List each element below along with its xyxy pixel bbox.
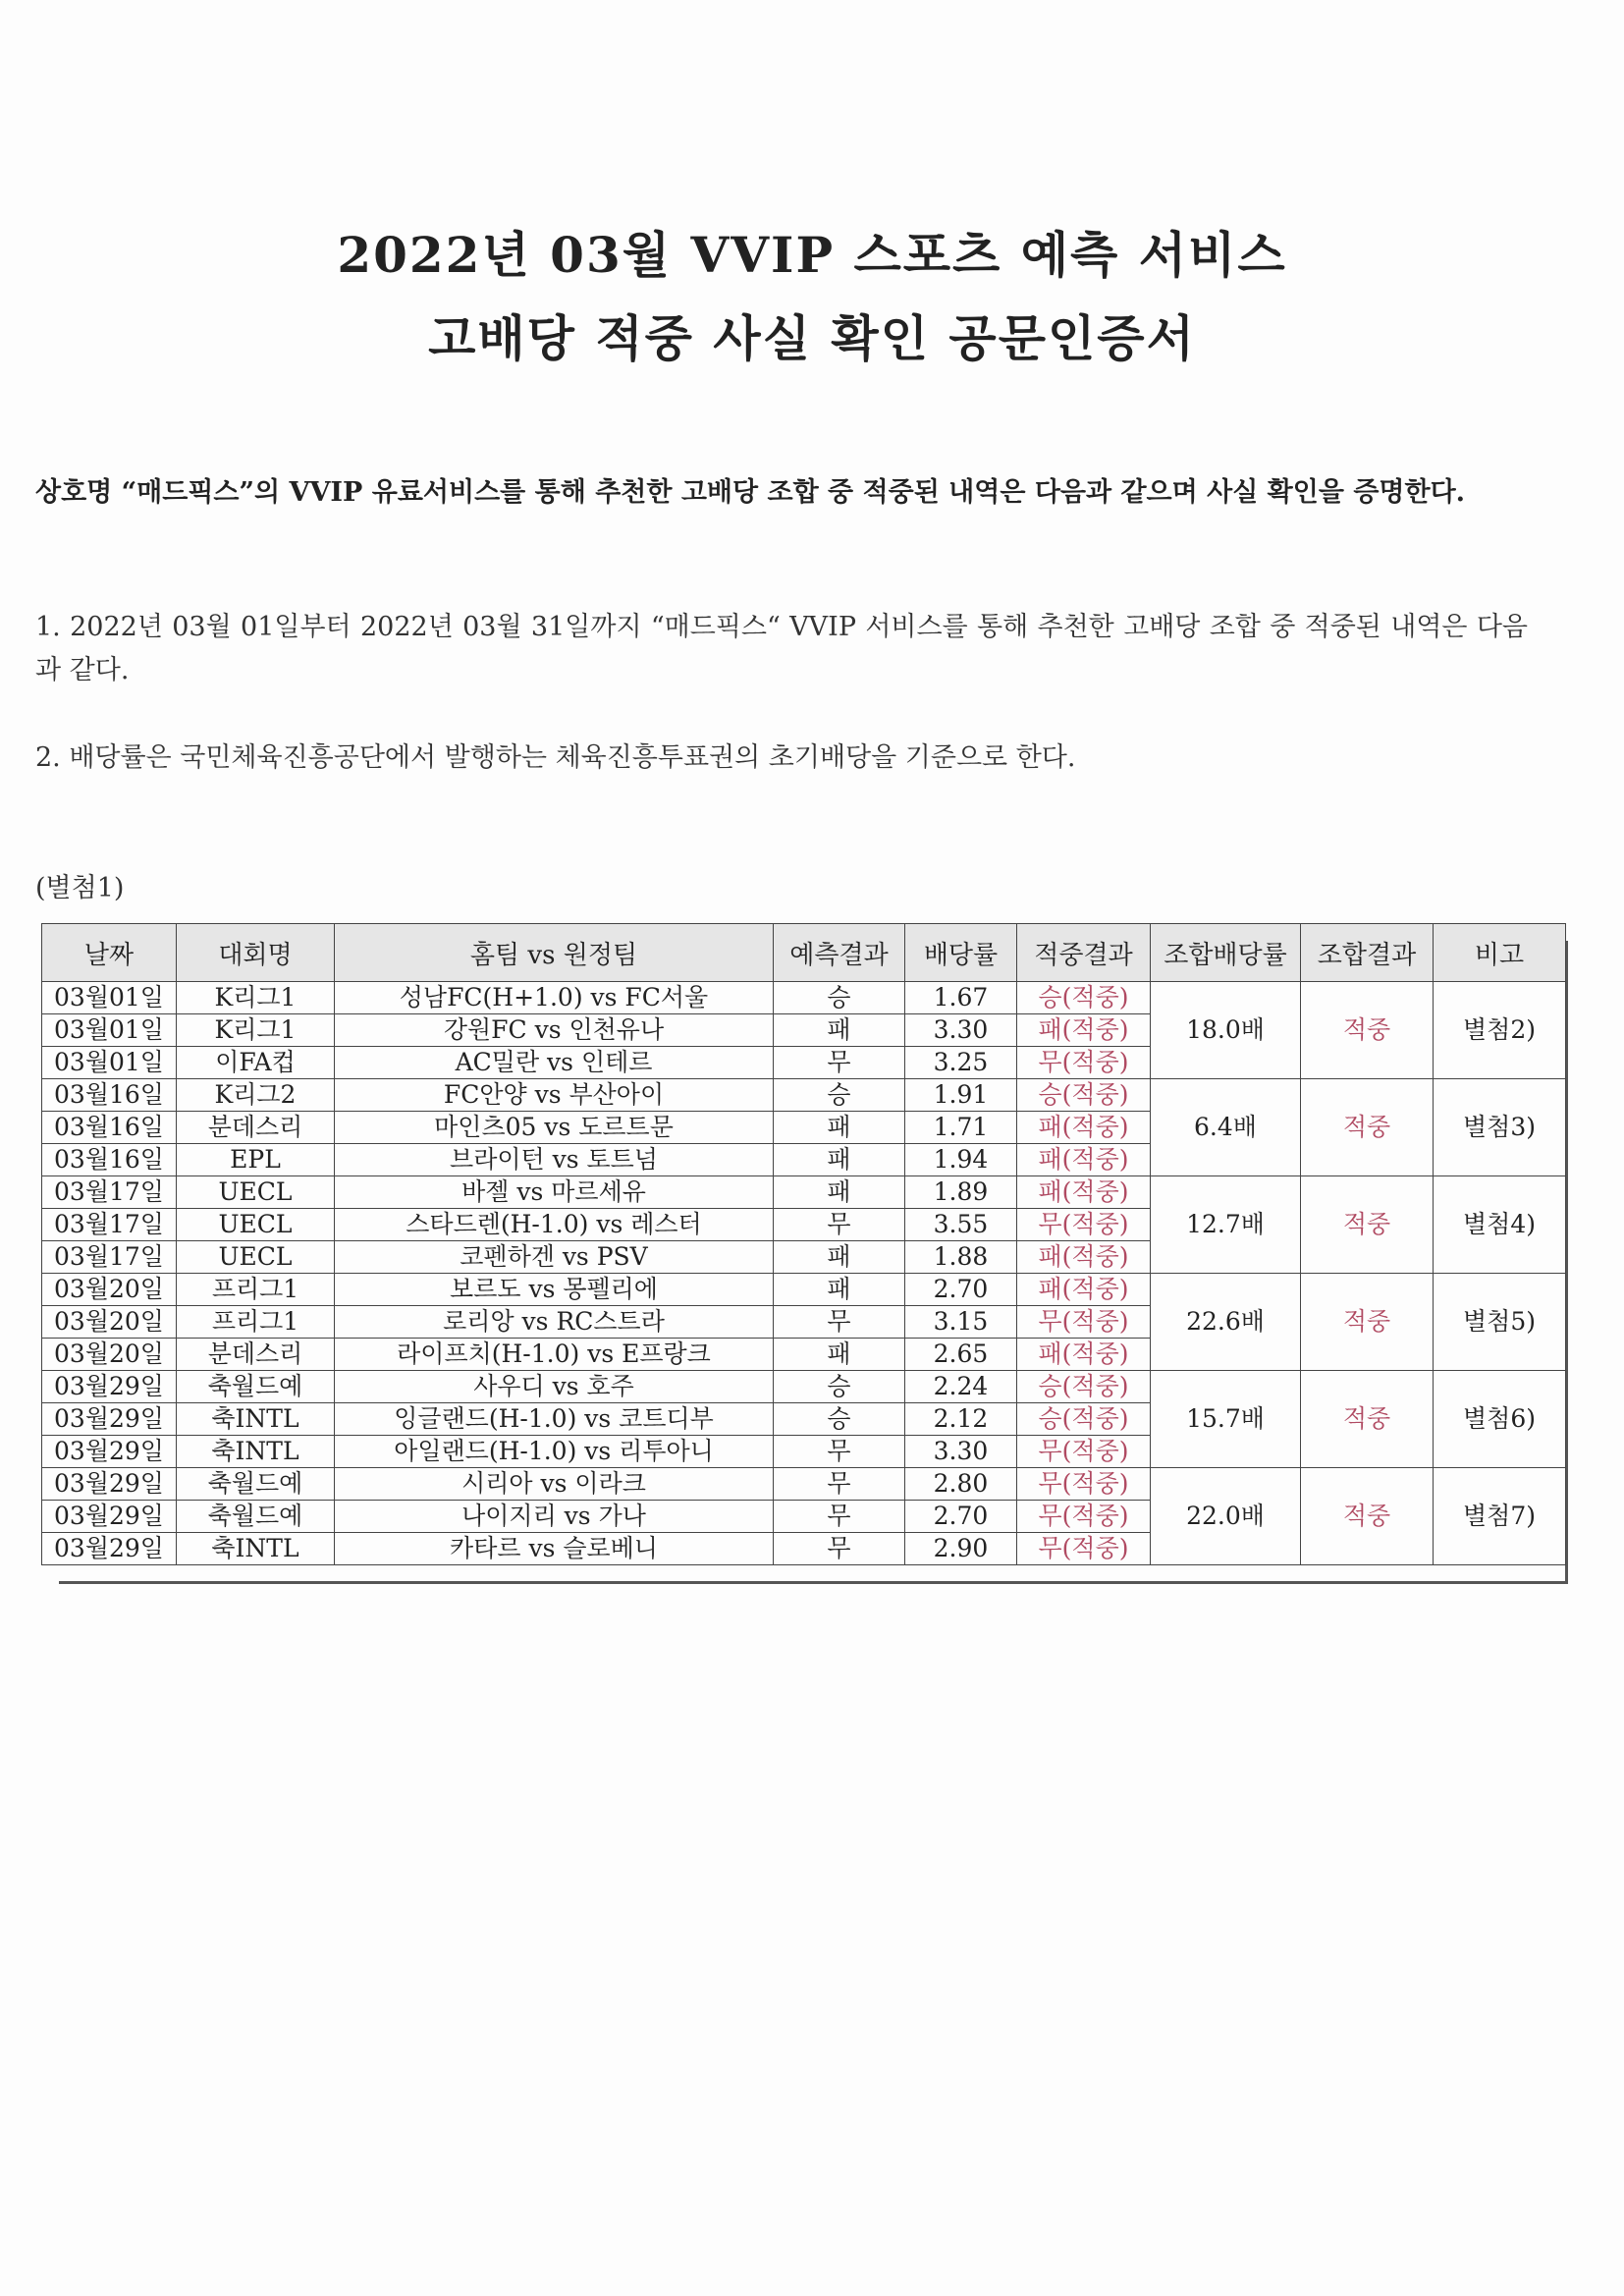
cell-note: 별첨2) [1434,982,1566,1079]
cell-date: 03월29일 [42,1371,177,1403]
table-shadow-bottom [59,1581,1568,1584]
cell-prediction: 승 [774,1079,905,1112]
cell-league: UECL [177,1209,335,1241]
cell-prediction: 패 [774,1112,905,1144]
table-row [42,1079,1566,1112]
cell-match: 라이프치(H-1.0) vs E프랑크 [335,1339,774,1371]
cell-match: 강원FC vs 인천유나 [335,1014,774,1047]
cell-match: 성남FC(H+1.0) vs FC서울 [335,982,774,1014]
header-odds: 배당률 [905,924,1017,982]
cell-prediction: 무 [774,1533,905,1565]
cell-league: K리그1 [177,982,335,1014]
cell-combo-odds: 22.6배 [1151,1274,1301,1371]
cell-league: UECL [177,1241,335,1274]
cell-league: 축INTL [177,1436,335,1468]
header-combo-result: 조합결과 [1301,924,1434,982]
cell-league: 축월드예 [177,1501,335,1533]
cell-odds: 1.67 [905,982,1017,1014]
cell-date: 03월29일 [42,1533,177,1565]
cell-combo-odds: 22.0배 [1151,1468,1301,1565]
cell-date: 03월20일 [42,1306,177,1339]
cell-match: 나이지리 vs 가나 [335,1501,774,1533]
cell-league: 프리그1 [177,1274,335,1306]
cell-match: 마인츠05 vs 도르트문 [335,1112,774,1144]
cell-date: 03월29일 [42,1403,177,1436]
cell-hit-result: 무(적중) [1017,1468,1151,1501]
cell-hit-result: 패(적중) [1017,1274,1151,1306]
cell-odds: 3.55 [905,1209,1017,1241]
cell-league: 프리그1 [177,1306,335,1339]
cell-odds: 1.88 [905,1241,1017,1274]
cell-match: AC밀란 vs 인테르 [335,1047,774,1079]
cell-hit-result: 승(적중) [1017,982,1151,1014]
paragraph-1: 1. 2022년 03월 01일부터 2022년 03월 31일까지 “매드픽스“ VVIP 서비스를 통해 추천한 고배당 조합 중 적중된 내역은 다음과 같다. [35,612,1528,685]
cell-note: 별첨4) [1434,1176,1566,1274]
cell-match: 카타르 vs 슬로베니 [335,1533,774,1565]
cell-hit-result: 패(적중) [1017,1241,1151,1274]
cell-league: 분데스리 [177,1112,335,1144]
cell-odds: 3.30 [905,1436,1017,1468]
cell-hit-result: 패(적중) [1017,1339,1151,1371]
table-row [42,1468,1566,1501]
cell-league: 축INTL [177,1533,335,1565]
cell-date: 03월29일 [42,1468,177,1501]
cell-prediction: 패 [774,1339,905,1371]
cell-hit-result: 무(적중) [1017,1501,1151,1533]
cell-prediction: 무 [774,1501,905,1533]
table-header-row [42,924,1566,982]
header-league: 대회명 [177,924,335,982]
cell-combo-result: 적중 [1301,1274,1434,1371]
cell-note: 별첨6) [1434,1371,1566,1468]
cell-match: 코펜하겐 vs PSV [335,1241,774,1274]
cell-prediction: 패 [774,1241,905,1274]
cell-odds: 1.89 [905,1176,1017,1209]
cell-combo-result: 적중 [1301,982,1434,1079]
cell-league: 축월드예 [177,1371,335,1403]
results-table [41,923,1566,1565]
intro-statement: 상호명 “매드픽스”의 VVIP 유료서비스를 통해 추천한 고배당 조합 중 적중된 내역은 다음과 같으며 사실 확인을 증명한다. [35,477,1466,508]
header-note: 비고 [1434,924,1566,982]
cell-match: 스타드렌(H-1.0) vs 레스터 [335,1209,774,1241]
cell-odds: 1.91 [905,1079,1017,1112]
cell-combo-result: 적중 [1301,1079,1434,1176]
cell-date: 03월17일 [42,1176,177,1209]
cell-hit-result: 승(적중) [1017,1403,1151,1436]
cell-hit-result: 승(적중) [1017,1079,1151,1112]
paragraph-2: 2. 배당률은 국민체육진흥공단에서 발행하는 체육진흥투표권의 초기배당을 기준으로 한다. [35,742,1076,773]
cell-league: K리그1 [177,1014,335,1047]
cell-date: 03월01일 [42,1047,177,1079]
cell-prediction: 승 [774,1403,905,1436]
cell-odds: 3.25 [905,1047,1017,1079]
cell-date: 03월16일 [42,1079,177,1112]
cell-match: 아일랜드(H-1.0) vs 리투아니 [335,1436,774,1468]
cell-hit-result: 패(적중) [1017,1014,1151,1047]
cell-match: 보르도 vs 몽펠리에 [335,1274,774,1306]
cell-hit-result: 승(적중) [1017,1371,1151,1403]
cell-league: 분데스리 [177,1339,335,1371]
cell-date: 03월17일 [42,1241,177,1274]
cell-prediction: 패 [774,1144,905,1176]
table-row [42,982,1566,1014]
cell-hit-result: 패(적중) [1017,1112,1151,1144]
cell-odds: 1.71 [905,1112,1017,1144]
cell-date: 03월29일 [42,1501,177,1533]
cell-prediction: 패 [774,1274,905,1306]
cell-hit-result: 패(적중) [1017,1176,1151,1209]
cell-prediction: 패 [774,1176,905,1209]
cell-date: 03월17일 [42,1209,177,1241]
cell-combo-result: 적중 [1301,1468,1434,1565]
cell-odds: 2.24 [905,1371,1017,1403]
cell-league: K리그2 [177,1079,335,1112]
cell-prediction: 무 [774,1436,905,1468]
header-hit-result: 적중결과 [1017,924,1151,982]
cell-prediction: 패 [774,1014,905,1047]
cell-match: 브라이턴 vs 토트넘 [335,1144,774,1176]
cell-match: FC안양 vs 부산아이 [335,1079,774,1112]
cell-odds: 2.70 [905,1274,1017,1306]
cell-date: 03월20일 [42,1274,177,1306]
cell-combo-result: 적중 [1301,1371,1434,1468]
cell-league: UECL [177,1176,335,1209]
cell-combo-odds: 15.7배 [1151,1371,1301,1468]
cell-match: 시리아 vs 이라크 [335,1468,774,1501]
cell-prediction: 무 [774,1047,905,1079]
cell-prediction: 무 [774,1306,905,1339]
cell-match: 사우디 vs 호주 [335,1371,774,1403]
cell-odds: 3.30 [905,1014,1017,1047]
cell-odds: 1.94 [905,1144,1017,1176]
cell-odds: 2.90 [905,1533,1017,1565]
cell-prediction: 무 [774,1468,905,1501]
table-row [42,1176,1566,1209]
cell-date: 03월16일 [42,1144,177,1176]
title-line-2: 고배당 적중 사실 확인 공문인증서 [428,309,1196,367]
cell-league: 축월드예 [177,1468,335,1501]
cell-hit-result: 패(적중) [1017,1144,1151,1176]
cell-prediction: 승 [774,1371,905,1403]
cell-hit-result: 무(적중) [1017,1209,1151,1241]
cell-combo-result: 적중 [1301,1176,1434,1274]
cell-date: 03월01일 [42,982,177,1014]
cell-date: 03월20일 [42,1339,177,1371]
cell-date: 03월29일 [42,1436,177,1468]
cell-hit-result: 무(적중) [1017,1047,1151,1079]
cell-odds: 2.65 [905,1339,1017,1371]
header-match: 홈팀 vs 원정팀 [335,924,774,982]
cell-date: 03월16일 [42,1112,177,1144]
cell-odds: 3.15 [905,1306,1017,1339]
header-prediction: 예측결과 [774,924,905,982]
cell-hit-result: 무(적중) [1017,1306,1151,1339]
results-body [42,982,1566,1565]
cell-odds: 2.80 [905,1468,1017,1501]
cell-prediction: 무 [774,1209,905,1241]
table-row [42,1274,1566,1306]
header-date: 날짜 [42,924,177,982]
cell-league: 축INTL [177,1403,335,1436]
header-combo-odds: 조합배당률 [1151,924,1301,982]
cell-prediction: 승 [774,982,905,1014]
cell-date: 03월01일 [42,1014,177,1047]
table-row [42,1371,1566,1403]
cell-odds: 2.70 [905,1501,1017,1533]
cell-hit-result: 무(적중) [1017,1436,1151,1468]
cell-league: 이FA컵 [177,1047,335,1079]
cell-hit-result: 무(적중) [1017,1533,1151,1565]
cell-match: 로리앙 vs RC스트라 [335,1306,774,1339]
title-line-1: 2022년 03월 VVIP 스포츠 예측 서비스 [337,226,1287,284]
cell-combo-odds: 6.4배 [1151,1079,1301,1176]
cell-note: 별첨3) [1434,1079,1566,1176]
cell-note: 별첨5) [1434,1274,1566,1371]
cell-note: 별첨7) [1434,1468,1566,1565]
cell-combo-odds: 18.0배 [1151,982,1301,1079]
cell-match: 바젤 vs 마르세유 [335,1176,774,1209]
cell-match: 잉글랜드(H-1.0) vs 코트디부 [335,1403,774,1436]
cell-odds: 2.12 [905,1403,1017,1436]
cell-combo-odds: 12.7배 [1151,1176,1301,1274]
attachment-label: (별첨1) [35,873,125,903]
cell-league: EPL [177,1144,335,1176]
